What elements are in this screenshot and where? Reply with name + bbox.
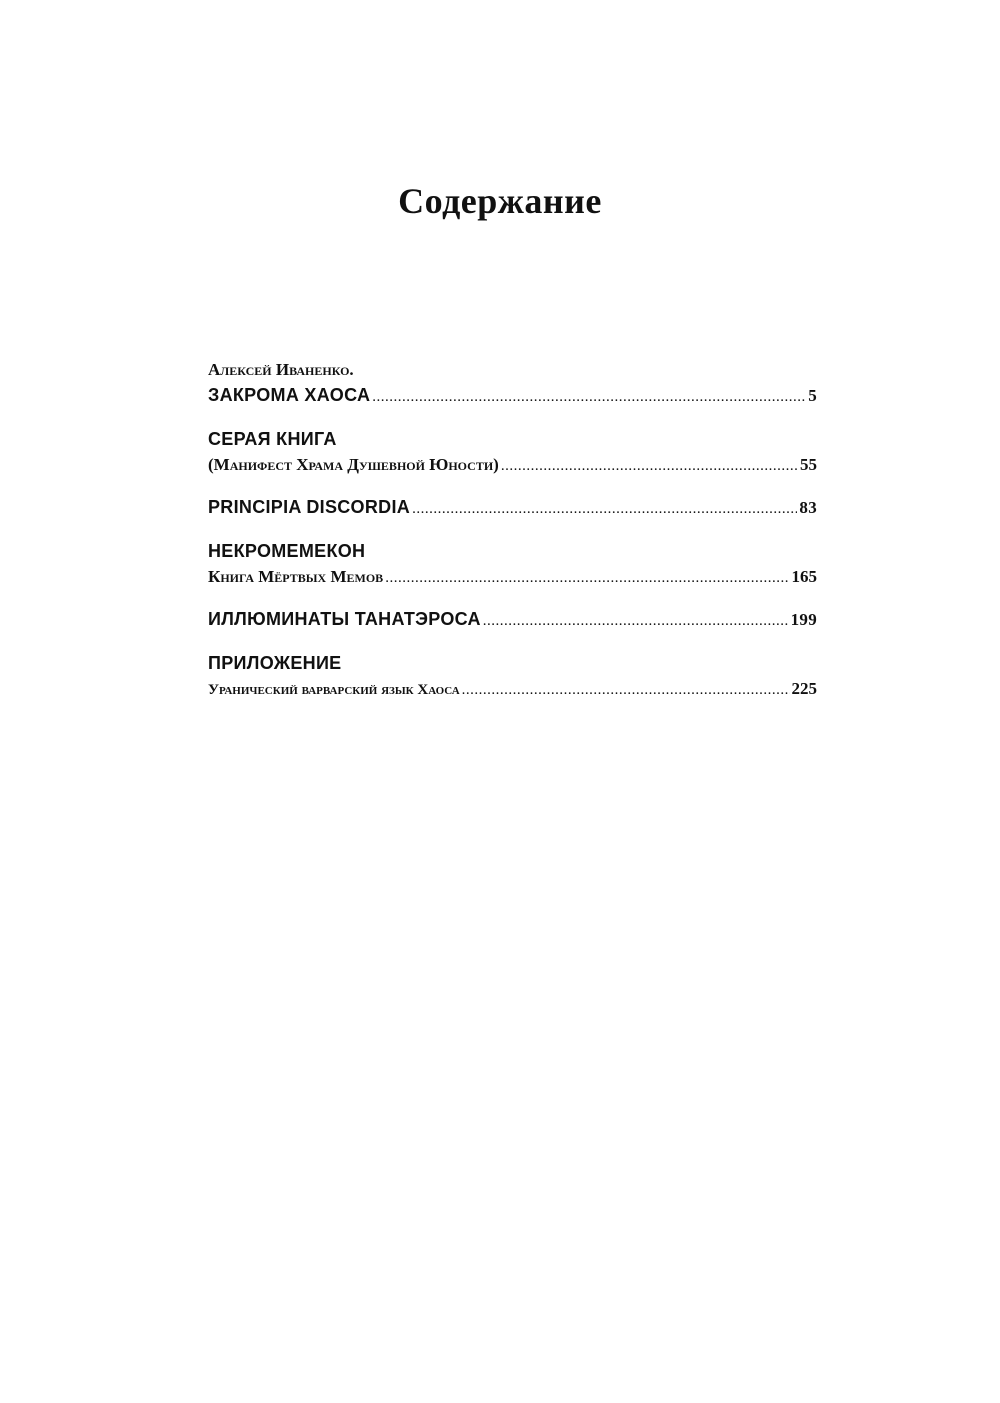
- toc-entry-subtitle: Уранический варварский язык Хаоса: [208, 682, 460, 698]
- toc-entry-title: ЗАКРОМА ХАОСА: [208, 385, 371, 405]
- dot-leader: [501, 453, 798, 478]
- toc-entry-line: [208, 564, 817, 590]
- page-title: Содержание: [398, 181, 602, 221]
- toc-entry-author: Алексей Иваненко.: [208, 360, 354, 379]
- toc-entry-title: PRINCIPIA DISCORDIA: [208, 497, 411, 517]
- toc-entry-principia-discordia: [208, 494, 817, 520]
- toc-entry-line: [208, 494, 817, 520]
- toc-entry-title: ИЛЛЮМИНАТЫ ТАНАТЭРОСА: [208, 609, 481, 629]
- toc-entry-title: НЕКРОМЕМЕКОН: [208, 541, 366, 561]
- toc-page-number: 83: [799, 498, 817, 517]
- toc-page-number: 225: [791, 679, 817, 698]
- dot-leader: [412, 496, 797, 520]
- toc-entry-line: [208, 382, 817, 408]
- dot-leader: [483, 608, 789, 632]
- table-of-contents: [208, 358, 817, 702]
- toc-entry-subtitle: (Манифест Храма Душевной Юности): [208, 455, 499, 474]
- dot-leader: [462, 677, 790, 702]
- toc-entry-zakroma-haosa: [208, 358, 817, 408]
- toc-entry-title: СЕРАЯ КНИГА: [208, 429, 337, 449]
- toc-entry-title: ПРИЛОЖЕНИЕ: [208, 653, 342, 673]
- dot-leader: [372, 384, 806, 408]
- toc-page-number: 199: [790, 610, 817, 629]
- toc-entry-nekromemekon: [208, 538, 817, 590]
- toc-entry-illyuminaty-tanaterosa: [208, 606, 817, 632]
- toc-page-number: 5: [808, 386, 817, 405]
- toc-entry-line: [208, 606, 817, 632]
- toc-entry-line: [208, 676, 817, 702]
- toc-entry-subtitle: Книга Мёртвых Мемов: [208, 567, 384, 586]
- toc-entry-seraya-kniga: [208, 426, 817, 478]
- toc-page-number: 165: [791, 567, 817, 586]
- dot-leader: [385, 565, 789, 590]
- toc-page-number: 55: [800, 455, 817, 474]
- toc-entry-prilozhenie: [208, 650, 817, 702]
- toc-entry-line: [208, 452, 817, 478]
